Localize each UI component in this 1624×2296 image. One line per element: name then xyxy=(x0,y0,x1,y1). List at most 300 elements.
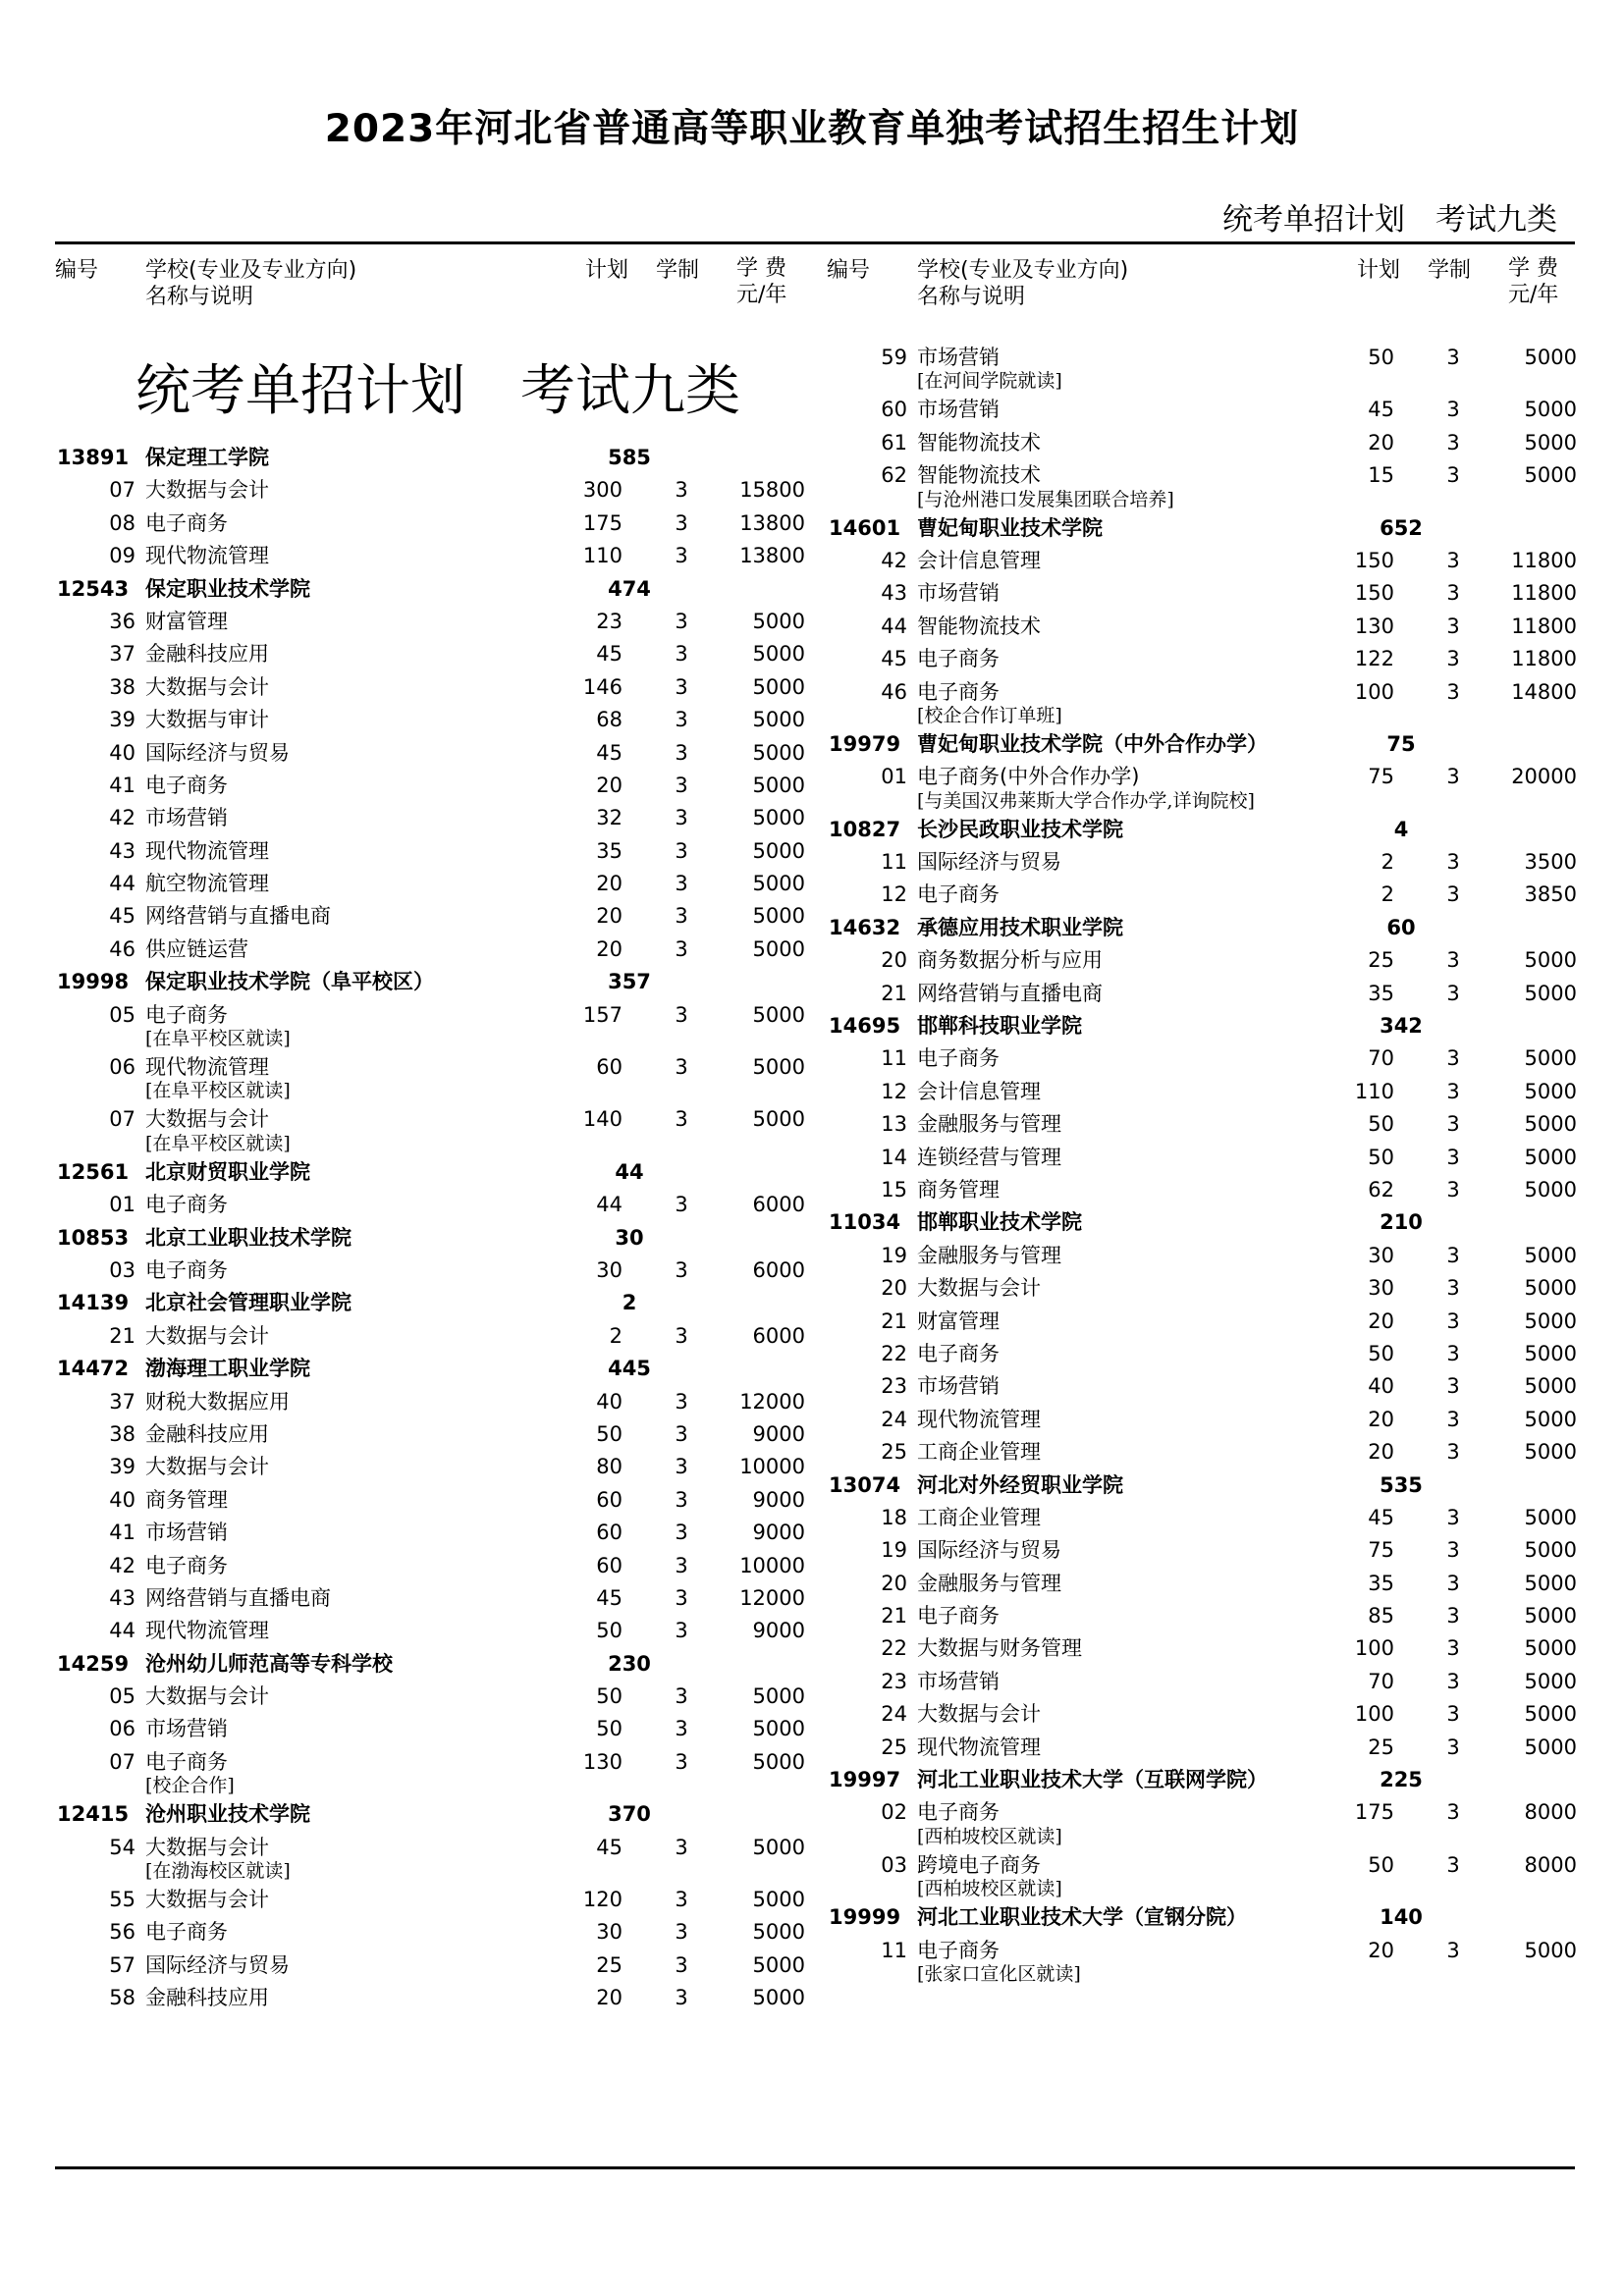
school-row xyxy=(55,1648,811,1681)
major-name: 网络营销与直播电商 xyxy=(917,981,1103,1005)
major-years: 3 xyxy=(1446,1852,1460,1877)
major-fee: 5000 xyxy=(1524,346,1577,369)
major-name: 电子商务 xyxy=(145,773,228,797)
major-row xyxy=(55,540,811,572)
major-name: 现代物流管理 xyxy=(145,1055,269,1080)
major-years: 3 xyxy=(1446,614,1460,638)
major-fee: 5000 xyxy=(1524,948,1577,973)
major-years: 3 xyxy=(675,1888,688,1912)
major-row xyxy=(827,1600,1583,1632)
major-fee: 5000 xyxy=(1524,981,1577,1005)
major-number: 21 xyxy=(109,1323,135,1348)
school-plan-total: 357 xyxy=(608,970,651,994)
major-row xyxy=(55,1189,811,1221)
major-number: 21 xyxy=(881,1604,907,1629)
major-name: 现代物流管理 xyxy=(917,1735,1041,1759)
major-row xyxy=(827,1142,1583,1174)
major-plan: 32 xyxy=(596,806,623,830)
major-number: 44 xyxy=(881,614,907,638)
major-fee: 8000 xyxy=(1524,1800,1577,1825)
major-note-text: [西柏坡校区就读] xyxy=(917,1825,1062,1847)
major-plan: 20 xyxy=(1368,1938,1394,1962)
school-row xyxy=(55,1156,811,1189)
school-name: 河北工业职业技术大学（宣钢分院） xyxy=(917,1905,1247,1930)
major-number: 12 xyxy=(881,1079,907,1103)
major-fee: 5000 xyxy=(1524,1604,1577,1629)
major-years: 3 xyxy=(675,544,688,568)
major-name: 财富管理 xyxy=(917,1308,1000,1333)
major-number: 11 xyxy=(881,1046,907,1071)
major-fee: 14800 xyxy=(1511,679,1577,704)
major-note xyxy=(55,1078,811,1103)
major-plan: 50 xyxy=(596,1421,623,1446)
major-number: 05 xyxy=(109,1684,135,1709)
major-number: 41 xyxy=(109,1521,135,1545)
major-fee: 5000 xyxy=(752,1952,805,1977)
major-row xyxy=(827,611,1583,643)
major-plan: 45 xyxy=(596,1835,623,1859)
major-name: 商务管理 xyxy=(145,1487,228,1512)
major-years: 3 xyxy=(1446,1177,1460,1201)
major-number: 58 xyxy=(109,1986,135,2010)
major-years: 3 xyxy=(675,1521,688,1545)
major-note xyxy=(827,1961,1583,1987)
major-row xyxy=(55,835,811,868)
major-row xyxy=(827,1272,1583,1305)
school-row xyxy=(55,1353,811,1385)
major-name: 电子商务 xyxy=(145,510,228,535)
major-fee: 3500 xyxy=(1524,850,1577,875)
major-plan: 175 xyxy=(582,510,623,535)
major-years: 3 xyxy=(1446,1079,1460,1103)
header-years: 学制 xyxy=(656,258,700,283)
major-plan: 157 xyxy=(582,1002,623,1027)
major-row xyxy=(827,1306,1583,1338)
major-number: 22 xyxy=(881,1636,907,1661)
major-number: 37 xyxy=(109,1389,135,1414)
major-plan: 2 xyxy=(609,1323,623,1348)
header-fee-line2: 元/年 xyxy=(1508,283,1559,307)
major-fee: 5000 xyxy=(752,1107,805,1132)
major-name: 大数据与会计 xyxy=(145,1107,269,1132)
major-years: 3 xyxy=(1446,1735,1460,1759)
major-row xyxy=(55,507,811,540)
school-name: 曹妃甸职业技术学院 xyxy=(917,515,1103,540)
major-name: 电子商务 xyxy=(917,1341,1000,1365)
major-number: 13 xyxy=(881,1112,907,1137)
major-years: 3 xyxy=(675,708,688,732)
major-plan: 50 xyxy=(1368,1852,1394,1877)
school-name: 河北工业职业技术大学（互联网学院） xyxy=(917,1768,1268,1792)
major-years: 3 xyxy=(675,642,688,667)
major-number: 12 xyxy=(881,882,907,907)
major-note xyxy=(827,368,1583,394)
school-code: 12561 xyxy=(57,1159,130,1184)
major-row xyxy=(827,944,1583,977)
major-note-text: [在阜平校区就读] xyxy=(145,1080,291,1102)
major-number: 37 xyxy=(109,642,135,667)
major-plan: 110 xyxy=(582,544,623,568)
major-row xyxy=(827,394,1583,426)
major-fee: 13800 xyxy=(739,544,805,568)
major-years: 3 xyxy=(675,478,688,503)
major-plan: 100 xyxy=(1354,1702,1394,1727)
major-fee: 5000 xyxy=(1524,1276,1577,1301)
major-years: 3 xyxy=(675,806,688,830)
major-note-text: [西柏坡校区就读] xyxy=(917,1878,1062,1900)
major-note-text: [在阜平校区就读] xyxy=(145,1028,291,1050)
major-name: 网络营销与直播电商 xyxy=(145,904,331,929)
major-fee: 20000 xyxy=(1511,765,1577,789)
major-fee: 5000 xyxy=(752,642,805,667)
major-years: 3 xyxy=(1446,765,1460,789)
major-years: 3 xyxy=(1446,346,1460,369)
school-row xyxy=(827,728,1583,761)
major-plan: 35 xyxy=(1368,981,1394,1005)
major-note xyxy=(55,1858,811,1884)
major-plan: 175 xyxy=(1354,1800,1394,1825)
major-row xyxy=(55,1681,811,1713)
major-name: 工商企业管理 xyxy=(917,1440,1041,1465)
column-header xyxy=(827,257,1583,342)
major-fee: 5000 xyxy=(1524,463,1577,488)
school-row xyxy=(55,1798,811,1831)
major-row xyxy=(827,643,1583,675)
major-years: 3 xyxy=(675,510,688,535)
major-plan: 100 xyxy=(1354,1636,1394,1661)
school-code: 14695 xyxy=(829,1014,901,1039)
major-years: 3 xyxy=(675,1257,688,1282)
major-note xyxy=(55,1773,811,1798)
school-code: 12415 xyxy=(57,1802,130,1827)
major-years: 3 xyxy=(675,1920,688,1945)
major-plan: 60 xyxy=(596,1487,623,1512)
major-fee: 5000 xyxy=(1524,1735,1577,1759)
major-row xyxy=(55,1386,811,1418)
school-code: 10853 xyxy=(57,1225,130,1250)
major-row xyxy=(827,1240,1583,1272)
major-number: 39 xyxy=(109,708,135,732)
major-years: 3 xyxy=(1446,1308,1460,1333)
major-row xyxy=(827,1698,1583,1731)
major-fee: 12000 xyxy=(739,1585,805,1610)
major-name: 大数据与会计 xyxy=(145,1684,269,1709)
header-fee-line2: 元/年 xyxy=(736,283,787,307)
major-number: 02 xyxy=(881,1800,907,1825)
major-row xyxy=(55,1484,811,1517)
major-plan: 50 xyxy=(596,1684,623,1709)
major-plan: 60 xyxy=(596,1055,623,1080)
major-fee: 5000 xyxy=(1524,1440,1577,1465)
major-row xyxy=(55,638,811,670)
major-plan: 50 xyxy=(1368,1145,1394,1169)
school-row xyxy=(827,1469,1583,1502)
major-number: 46 xyxy=(881,679,907,704)
school-code: 14601 xyxy=(829,515,901,540)
school-name: 长沙民政职业技术学院 xyxy=(917,817,1123,841)
major-years: 3 xyxy=(1446,1571,1460,1595)
major-name: 电子商务 xyxy=(917,1604,1000,1629)
major-plan: 60 xyxy=(596,1521,623,1545)
school-name: 保定职业技术学院（阜平校区） xyxy=(145,970,434,994)
school-plan-total: 225 xyxy=(1380,1768,1423,1792)
school-plan-total: 30 xyxy=(615,1225,644,1250)
major-plan: 30 xyxy=(596,1257,623,1282)
school-code: 12543 xyxy=(57,576,130,601)
major-fee: 5000 xyxy=(752,1986,805,2010)
major-name: 电子商务 xyxy=(917,1938,1000,1962)
major-number: 36 xyxy=(109,609,135,633)
school-name: 沧州职业技术学院 xyxy=(145,1802,310,1827)
major-years: 3 xyxy=(675,904,688,929)
major-row xyxy=(55,1550,811,1582)
major-row xyxy=(55,704,811,736)
major-plan: 85 xyxy=(1368,1604,1394,1629)
major-number: 05 xyxy=(109,1002,135,1027)
header-school-line2: 名称与说明 xyxy=(145,285,254,309)
major-note-text: [在阜平校区就读] xyxy=(145,1132,291,1154)
major-fee: 15800 xyxy=(739,478,805,503)
major-number: 44 xyxy=(109,872,135,896)
major-row xyxy=(827,846,1583,879)
major-plan: 2 xyxy=(1380,850,1394,875)
major-row xyxy=(55,671,811,704)
major-name: 电子商务 xyxy=(917,679,1000,704)
major-fee: 5000 xyxy=(1524,1938,1577,1962)
school-code: 19998 xyxy=(57,970,130,994)
major-row xyxy=(55,1255,811,1287)
major-note xyxy=(827,703,1583,728)
major-name: 大数据与会计 xyxy=(145,1888,269,1912)
major-name: 市场营销 xyxy=(917,1669,1000,1693)
major-name: 大数据与会计 xyxy=(145,1835,269,1859)
major-row xyxy=(55,770,811,802)
left-column xyxy=(55,257,811,2015)
school-plan-total: 230 xyxy=(608,1651,651,1676)
major-row xyxy=(55,1320,811,1353)
major-number: 19 xyxy=(881,1538,907,1563)
major-row xyxy=(827,577,1583,610)
major-number: 11 xyxy=(881,1938,907,1962)
major-fee: 9000 xyxy=(752,1619,805,1643)
major-row xyxy=(55,474,811,507)
major-row xyxy=(827,1338,1583,1370)
major-fee: 5000 xyxy=(752,1684,805,1709)
major-name: 大数据与会计 xyxy=(917,1702,1041,1727)
major-plan: 45 xyxy=(596,1585,623,1610)
major-fee: 5000 xyxy=(752,609,805,633)
major-years: 3 xyxy=(1446,981,1460,1005)
major-plan: 45 xyxy=(596,642,623,667)
major-plan: 300 xyxy=(582,478,623,503)
major-number: 21 xyxy=(881,1308,907,1333)
major-plan: 68 xyxy=(596,708,623,732)
major-name: 智能物流技术 xyxy=(917,614,1041,638)
major-fee: 10000 xyxy=(739,1553,805,1577)
school-name: 渤海理工职业学院 xyxy=(145,1357,310,1381)
major-plan: 130 xyxy=(582,1749,623,1774)
header-fee-line1: 学 费 xyxy=(1508,256,1558,281)
major-fee: 12000 xyxy=(739,1389,805,1414)
major-name: 市场营销 xyxy=(145,1521,228,1545)
major-name: 国际经济与贸易 xyxy=(145,1952,290,1977)
major-name: 国际经济与贸易 xyxy=(145,740,290,765)
major-years: 3 xyxy=(1446,1145,1460,1169)
major-note-text: [与美国汉弗莱斯大学合作办学,详询院校] xyxy=(917,789,1255,812)
major-plan: 20 xyxy=(596,773,623,797)
major-plan: 2 xyxy=(1380,882,1394,907)
major-name: 大数据与会计 xyxy=(145,478,269,503)
major-number: 15 xyxy=(881,1177,907,1201)
major-fee: 5000 xyxy=(1524,1505,1577,1529)
major-number: 54 xyxy=(109,1835,135,1859)
major-row xyxy=(827,978,1583,1010)
school-row xyxy=(55,442,811,474)
major-plan: 146 xyxy=(582,674,623,699)
major-name: 金融科技应用 xyxy=(145,1421,269,1446)
major-number: 09 xyxy=(109,544,135,568)
major-name: 会计信息管理 xyxy=(917,548,1041,572)
school-row xyxy=(827,814,1583,846)
major-years: 3 xyxy=(1446,647,1460,671)
major-years: 3 xyxy=(675,773,688,797)
major-number: 43 xyxy=(109,838,135,863)
major-plan: 120 xyxy=(582,1888,623,1912)
major-years: 3 xyxy=(1446,1046,1460,1071)
major-name: 工商企业管理 xyxy=(917,1505,1041,1529)
major-row xyxy=(55,934,811,966)
major-name: 现代物流管理 xyxy=(145,544,269,568)
major-years: 3 xyxy=(675,936,688,961)
major-number: 42 xyxy=(881,548,907,572)
major-years: 3 xyxy=(675,1323,688,1348)
major-number: 07 xyxy=(109,1749,135,1774)
school-code: 14139 xyxy=(57,1291,130,1315)
major-fee: 5000 xyxy=(752,1888,805,1912)
school-plan-total: 445 xyxy=(608,1357,651,1381)
major-name: 电子商务 xyxy=(917,1800,1000,1825)
major-fee: 9000 xyxy=(752,1487,805,1512)
major-years: 3 xyxy=(1446,1636,1460,1661)
school-name: 北京社会管理职业学院 xyxy=(145,1291,352,1315)
major-number: 55 xyxy=(109,1888,135,1912)
school-name: 保定理工学院 xyxy=(145,446,269,469)
school-plan-total: 60 xyxy=(1386,915,1416,939)
major-fee: 6000 xyxy=(752,1193,805,1217)
major-row xyxy=(827,545,1583,577)
major-name: 大数据与会计 xyxy=(145,1455,269,1479)
major-plan: 110 xyxy=(1354,1079,1394,1103)
header-fee-line1: 学 费 xyxy=(736,256,786,281)
header-code: 编号 xyxy=(827,258,871,283)
major-plan: 30 xyxy=(596,1920,623,1945)
major-name: 金融科技应用 xyxy=(145,1986,269,2010)
major-row xyxy=(55,1451,811,1483)
major-plan: 20 xyxy=(596,904,623,929)
major-plan: 40 xyxy=(1368,1374,1394,1399)
major-note-text: [张家口宣化区就读] xyxy=(917,1962,1081,1985)
major-name: 网络营销与直播电商 xyxy=(145,1585,331,1610)
major-plan: 20 xyxy=(596,1986,623,2010)
major-number: 38 xyxy=(109,674,135,699)
major-number: 24 xyxy=(881,1407,907,1431)
major-name: 商务管理 xyxy=(917,1177,1000,1201)
top-rule xyxy=(55,241,1575,244)
major-number: 25 xyxy=(881,1735,907,1759)
major-years: 3 xyxy=(1446,1341,1460,1365)
major-years: 3 xyxy=(675,1389,688,1414)
school-code: 19979 xyxy=(829,731,901,756)
major-note xyxy=(827,1824,1583,1849)
major-number: 56 xyxy=(109,1920,135,1945)
major-plan: 20 xyxy=(596,936,623,961)
major-note xyxy=(827,1876,1583,1901)
school-plan-total: 2 xyxy=(622,1291,637,1315)
school-row xyxy=(827,1010,1583,1042)
major-number: 03 xyxy=(881,1852,907,1877)
major-number: 61 xyxy=(881,430,907,454)
major-name: 大数据与审计 xyxy=(145,708,269,732)
major-row xyxy=(55,1713,811,1745)
major-years: 3 xyxy=(1446,430,1460,454)
school-code: 14472 xyxy=(57,1357,130,1381)
left-rows xyxy=(55,442,811,2015)
school-plan-total: 535 xyxy=(1380,1472,1423,1497)
major-plan: 30 xyxy=(1368,1243,1394,1267)
section-heading: 统考单招计划 考试九类 xyxy=(135,359,740,423)
major-fee: 5000 xyxy=(752,1920,805,1945)
major-plan: 75 xyxy=(1368,765,1394,789)
major-note-text: [在渤海校区就读] xyxy=(145,1860,291,1883)
major-plan: 44 xyxy=(596,1193,623,1217)
major-name: 电子商务 xyxy=(145,1002,228,1027)
major-years: 3 xyxy=(1446,1702,1460,1727)
major-fee: 5000 xyxy=(1524,1308,1577,1333)
major-name: 金融科技应用 xyxy=(145,642,269,667)
major-number: 20 xyxy=(881,1276,907,1301)
major-row xyxy=(55,1582,811,1615)
school-plan-total: 652 xyxy=(1380,515,1423,540)
major-number: 44 xyxy=(109,1619,135,1643)
major-row xyxy=(827,1370,1583,1403)
major-number: 19 xyxy=(881,1243,907,1267)
major-name: 电子商务(中外合作办学) xyxy=(917,765,1140,789)
major-plan: 50 xyxy=(596,1619,623,1643)
major-row xyxy=(827,1502,1583,1534)
major-note-text: [校企合作订单班] xyxy=(917,704,1062,726)
major-row xyxy=(827,1436,1583,1468)
major-fee: 5000 xyxy=(752,1749,805,1774)
major-plan: 50 xyxy=(1368,1112,1394,1137)
school-name: 保定职业技术学院 xyxy=(145,576,310,601)
major-fee: 5000 xyxy=(1524,1243,1577,1267)
major-years: 3 xyxy=(1446,398,1460,422)
major-years: 3 xyxy=(1446,1276,1460,1301)
major-years: 3 xyxy=(675,1986,688,2010)
major-note xyxy=(827,788,1583,814)
school-row xyxy=(55,1222,811,1255)
major-number: 22 xyxy=(881,1341,907,1365)
major-years: 3 xyxy=(1446,581,1460,606)
header-plan: 计划 xyxy=(1357,258,1401,283)
major-plan: 20 xyxy=(1368,1308,1394,1333)
major-number: 01 xyxy=(109,1193,135,1217)
major-years: 3 xyxy=(1446,1374,1460,1399)
major-number: 06 xyxy=(109,1717,135,1741)
major-number: 23 xyxy=(881,1374,907,1399)
major-fee: 5000 xyxy=(752,1055,805,1080)
major-name: 国际经济与贸易 xyxy=(917,1538,1061,1563)
